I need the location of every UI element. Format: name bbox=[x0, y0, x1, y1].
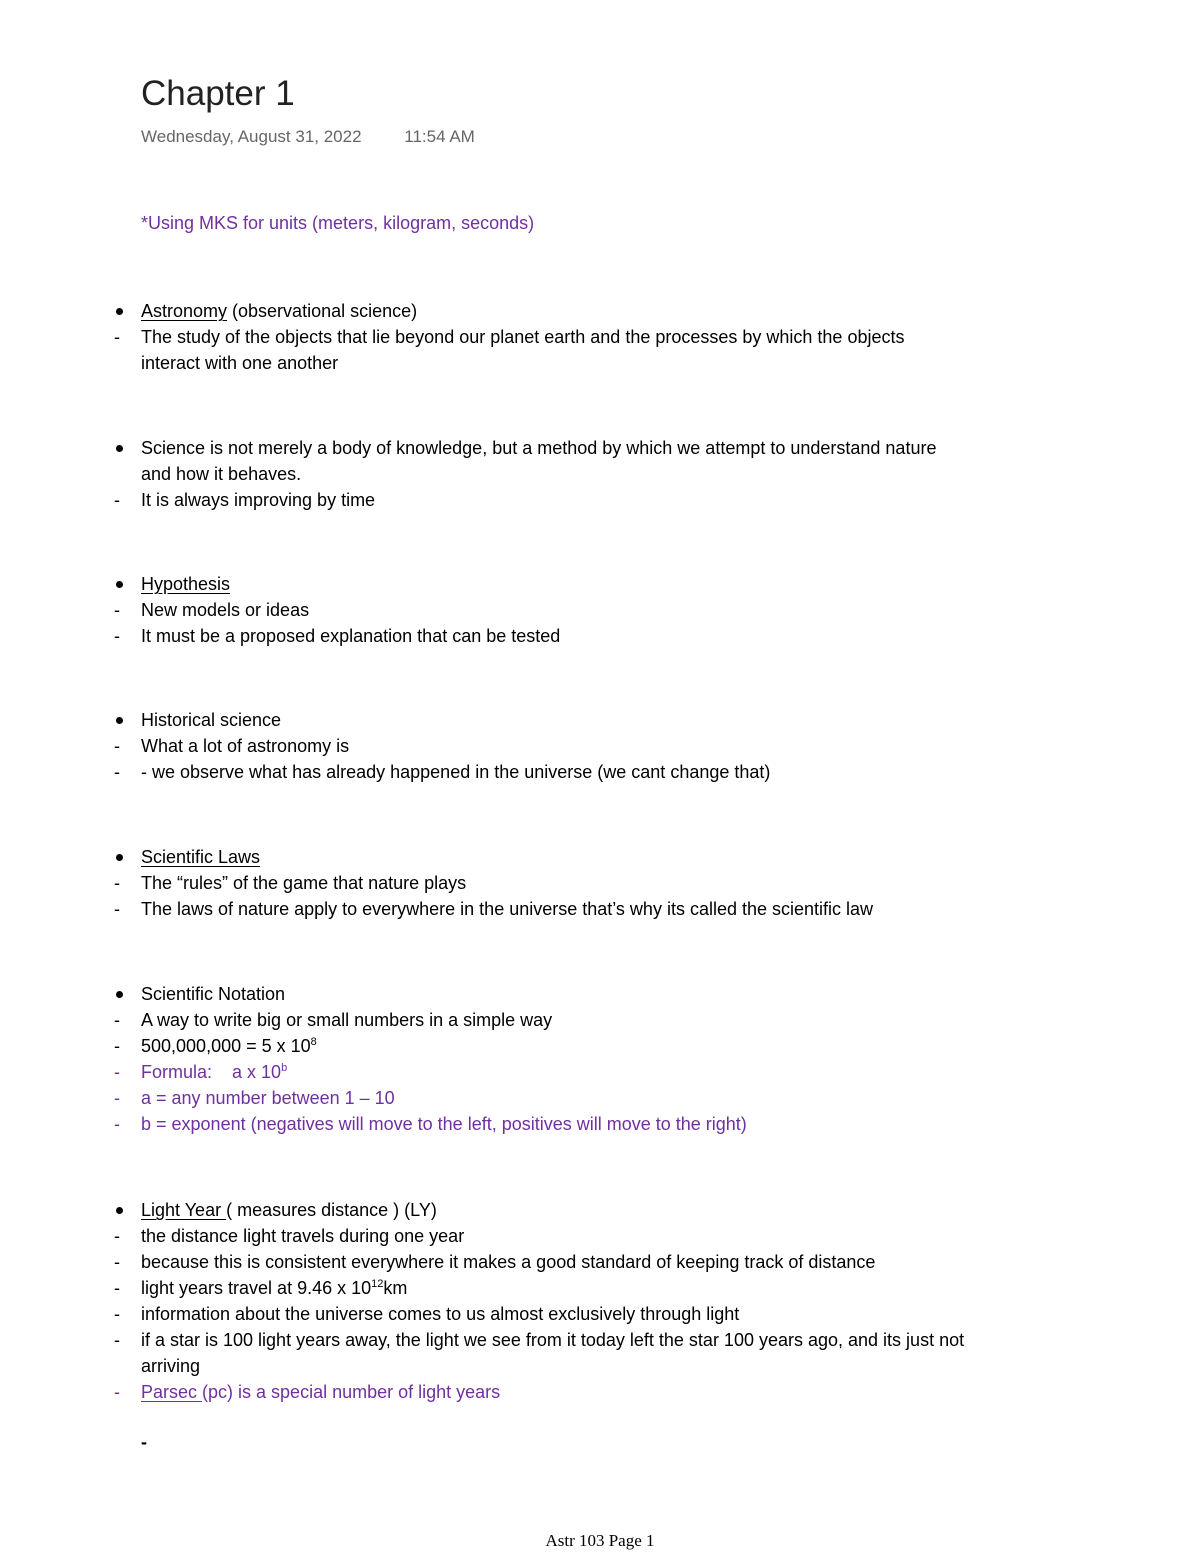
line-text: A way to write big or small numbers in a simple way bbox=[141, 1010, 553, 1030]
dash-line bbox=[0, 896, 1200, 922]
page-date: Wednesday, August 31, 2022 bbox=[141, 127, 362, 146]
section-science bbox=[0, 435, 1200, 513]
line-text bbox=[141, 1033, 317, 1059]
bullet-line bbox=[0, 1197, 1200, 1223]
line-text: The laws of nature apply to everywhere in the universe that’s why its called the scientific law bbox=[141, 899, 874, 919]
bullet-line bbox=[0, 571, 1200, 597]
speed-unit: km bbox=[383, 1278, 408, 1298]
bullet-line bbox=[0, 707, 1200, 733]
line-text: It is always improving by time bbox=[141, 490, 376, 510]
dash-line bbox=[0, 1059, 1200, 1085]
date-time-row bbox=[141, 127, 475, 147]
line-text: interact with one another bbox=[141, 353, 339, 373]
bullet-text: Scientific Notation bbox=[141, 984, 286, 1004]
dash-line bbox=[0, 1301, 1200, 1327]
page-time: 11:54 AM bbox=[404, 127, 475, 146]
bullet-icon bbox=[116, 581, 123, 588]
example-exponent: 8 bbox=[310, 1036, 317, 1048]
dash-icon: - bbox=[114, 899, 120, 919]
bullet-term: Scientific Laws bbox=[141, 847, 261, 867]
dash-icon: - bbox=[114, 600, 120, 620]
dash-line bbox=[0, 1249, 1200, 1275]
page-title: Chapter 1 bbox=[141, 74, 295, 113]
section-light-year bbox=[0, 1197, 1200, 1405]
line-text: arriving bbox=[141, 1356, 201, 1376]
bullet-line bbox=[0, 981, 1200, 1007]
dash-line bbox=[0, 597, 1200, 623]
dash-line bbox=[0, 759, 1200, 785]
dash-line bbox=[0, 1085, 1200, 1111]
dash-icon: - bbox=[114, 1226, 120, 1246]
units-note: *Using MKS for units (meters, kilogram, seconds) bbox=[141, 213, 535, 233]
dash-line bbox=[0, 1379, 1200, 1405]
bullet-line bbox=[0, 298, 1200, 324]
dash-line bbox=[0, 1111, 1200, 1137]
dash-line bbox=[0, 1223, 1200, 1249]
dash-icon: - bbox=[114, 1036, 120, 1056]
line-text: a = any number between 1 – 10 bbox=[141, 1088, 395, 1108]
speed-base: light years travel at 9.46 x 10 bbox=[141, 1278, 372, 1298]
dash-line bbox=[0, 1033, 1200, 1059]
bullet-icon bbox=[116, 445, 123, 452]
bullet-icon bbox=[116, 991, 123, 998]
dash-line bbox=[0, 733, 1200, 759]
dash-line bbox=[0, 623, 1200, 649]
dash-line bbox=[0, 1327, 1200, 1353]
dash-line bbox=[0, 1275, 1200, 1301]
bullet-icon bbox=[116, 308, 123, 315]
section-notation bbox=[0, 981, 1200, 1137]
line-text: information about the universe comes to us almost exclusively through light bbox=[141, 1304, 740, 1324]
section-historical bbox=[0, 707, 1200, 785]
dash-icon: - bbox=[114, 1062, 120, 1082]
dash-icon: - bbox=[114, 873, 120, 893]
bullet-term: Light Year bbox=[141, 1200, 227, 1220]
dash-icon: - bbox=[114, 1382, 120, 1402]
dash-icon: - bbox=[114, 327, 120, 347]
dash-icon: - bbox=[114, 736, 120, 756]
formula-base: Formula: a x 10 bbox=[141, 1062, 282, 1082]
line-text: New models or ideas bbox=[141, 600, 310, 620]
continuation-line bbox=[0, 461, 1200, 487]
line-text: (pc) is a special number of light years bbox=[202, 1382, 501, 1402]
bullet-icon bbox=[116, 854, 123, 861]
dash-icon: - bbox=[114, 1114, 120, 1134]
bullet-line bbox=[0, 435, 1200, 461]
dash-icon: - bbox=[114, 626, 120, 646]
line-text: if a star is 100 light years away, the light we see from it today left the star 100 years ago, and its just not bbox=[141, 1330, 965, 1350]
bullet-term: Astronomy bbox=[141, 301, 228, 321]
example-base: 500,000,000 = 5 x 10 bbox=[141, 1036, 311, 1056]
parsec-term: Parsec bbox=[141, 1382, 203, 1402]
bullet-icon bbox=[116, 1207, 123, 1214]
line-text: because this is consistent everywhere it makes a good standard of keeping track of distance bbox=[141, 1252, 876, 1272]
dash-icon: - bbox=[114, 490, 120, 510]
dash-icon: - bbox=[114, 762, 120, 782]
line-text: and how it behaves. bbox=[141, 464, 302, 484]
bullet-icon bbox=[116, 717, 123, 724]
bullet-term: Hypothesis bbox=[141, 574, 231, 594]
bullet-line bbox=[0, 844, 1200, 870]
empty-dash-line: - bbox=[141, 1432, 147, 1452]
dash-icon: - bbox=[114, 1252, 120, 1272]
line-text: the distance light travels during one year bbox=[141, 1226, 465, 1246]
dash-icon: - bbox=[114, 1278, 120, 1298]
line-text: The study of the objects that lie beyond our planet earth and the processes by which the objects bbox=[141, 327, 905, 347]
line-text bbox=[141, 1059, 287, 1085]
line-text: What a lot of astronomy is bbox=[141, 736, 350, 756]
line-text: It must be a proposed explanation that can be tested bbox=[141, 626, 561, 646]
formula-exponent: b bbox=[281, 1062, 288, 1074]
line-text bbox=[141, 1275, 407, 1301]
bullet-text: Science is not merely a body of knowledge, but a method by which we attempt to understand nature bbox=[141, 438, 937, 458]
dash-line bbox=[0, 324, 1200, 350]
line-text: - we observe what has already happened in the universe (we cant change that) bbox=[141, 762, 771, 782]
bullet-text: ( measures distance ) (LY) bbox=[226, 1200, 437, 1220]
line-text: b = exponent (negatives will move to the left, positives will move to the right) bbox=[141, 1114, 747, 1134]
section-astronomy bbox=[0, 298, 1200, 376]
dash-line bbox=[0, 870, 1200, 896]
speed-exponent: 12 bbox=[371, 1278, 384, 1290]
dash-line bbox=[0, 487, 1200, 513]
dash-icon: - bbox=[114, 1330, 120, 1350]
section-hypothesis bbox=[0, 571, 1200, 649]
dash-icon: - bbox=[114, 1304, 120, 1324]
section-laws bbox=[0, 844, 1200, 922]
bullet-text: Historical science bbox=[141, 710, 282, 730]
page-footer: Astr 103 Page 1 bbox=[545, 1531, 655, 1550]
continuation-line bbox=[0, 350, 1200, 376]
dash-icon: - bbox=[114, 1088, 120, 1108]
dash-line bbox=[0, 1007, 1200, 1033]
line-text: The “rules” of the game that nature plays bbox=[141, 873, 467, 893]
bullet-text: (observational science) bbox=[227, 301, 418, 321]
dash-icon: - bbox=[114, 1010, 120, 1030]
continuation-line bbox=[0, 1353, 1200, 1379]
